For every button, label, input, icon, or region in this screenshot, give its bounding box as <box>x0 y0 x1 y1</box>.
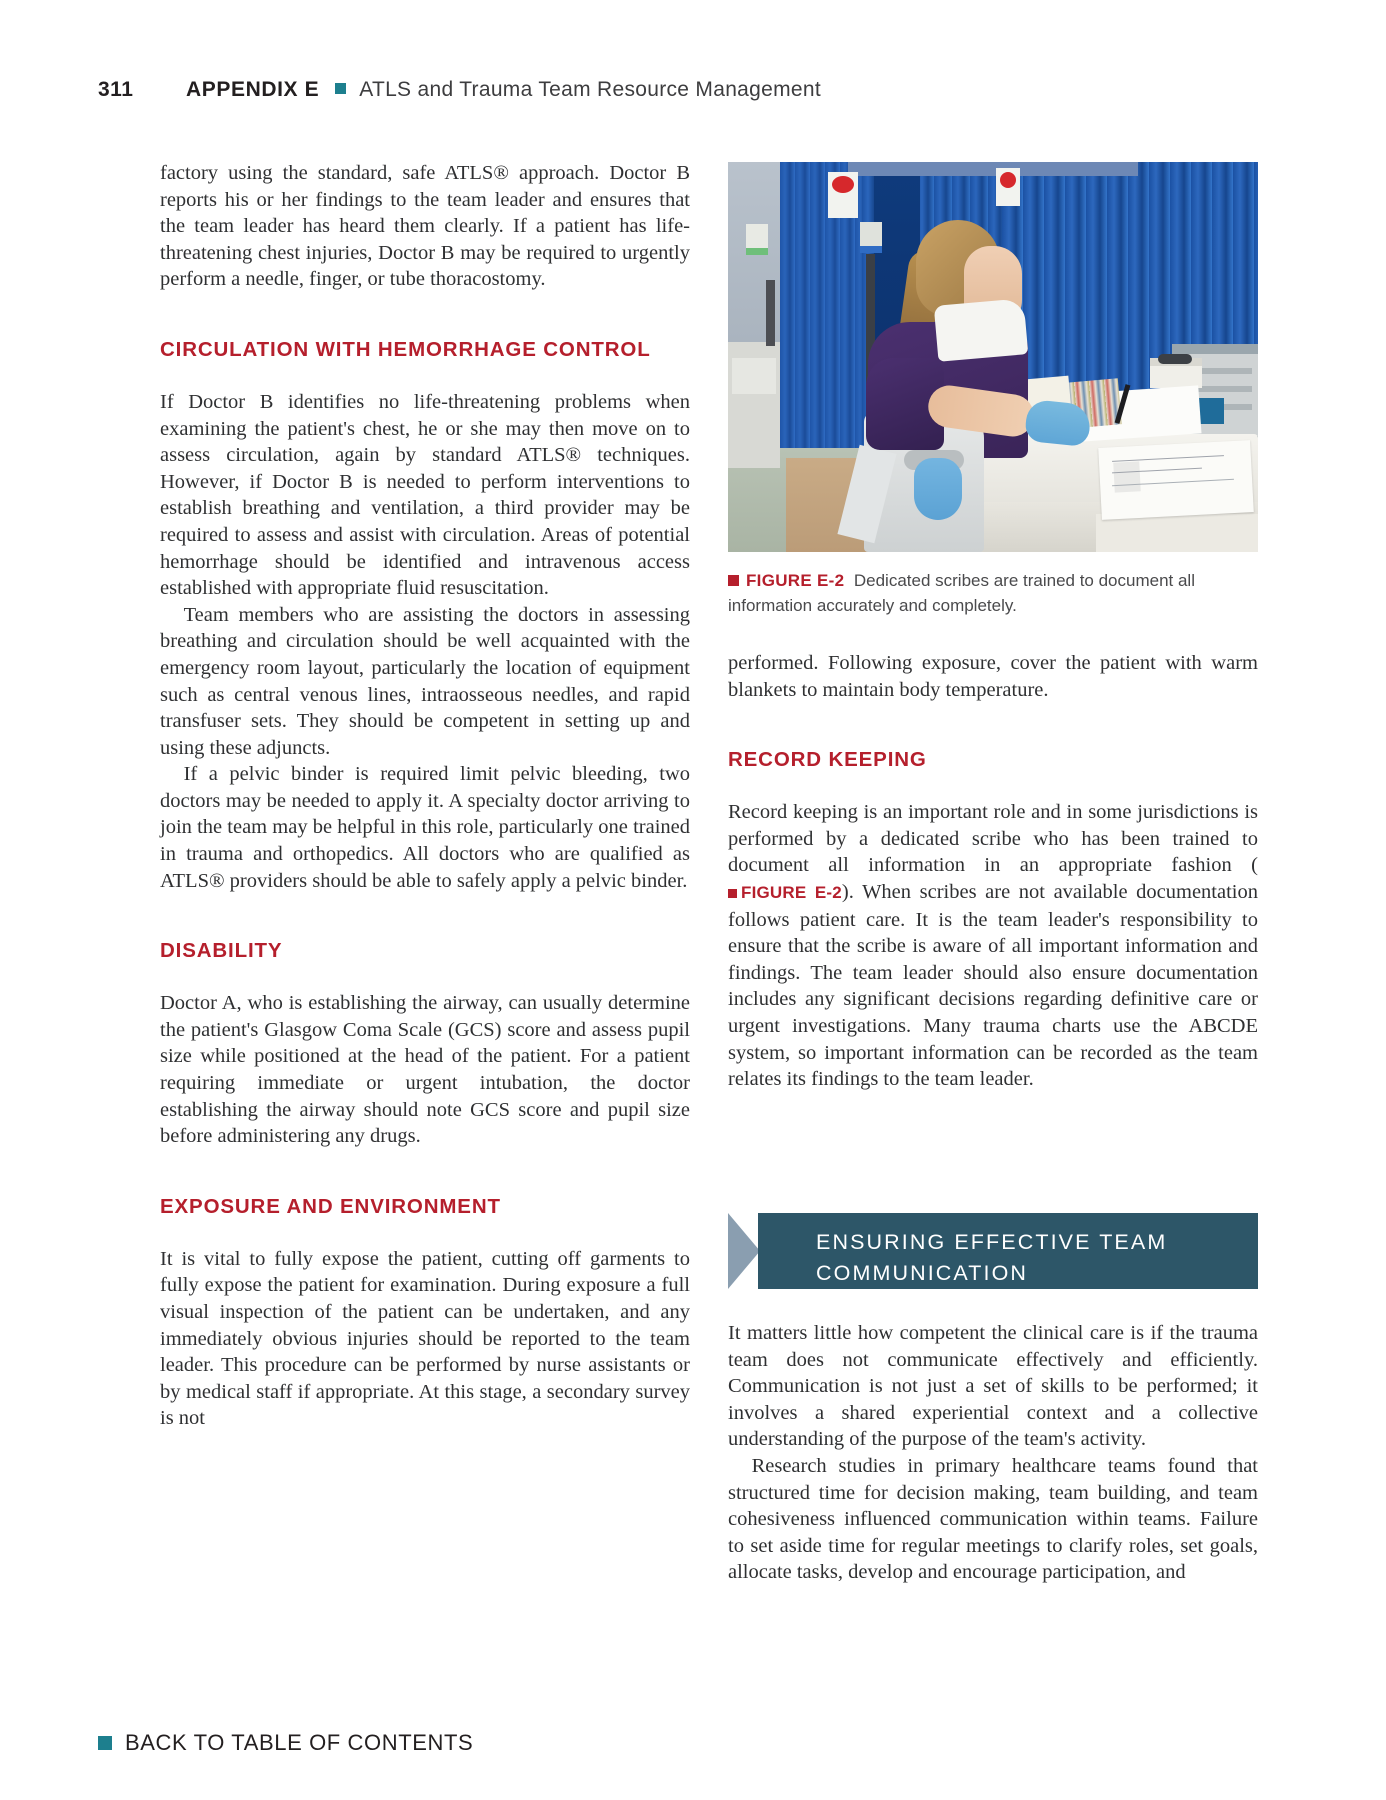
page-number: 311 <box>98 78 134 101</box>
paragraph-continued-right: performed. Following exposure, cover the patient with warm blankets to maintain body temperature. <box>728 652 1258 701</box>
inline-figure-reference <box>728 883 842 902</box>
spacer <box>160 894 690 938</box>
spacer <box>160 964 690 990</box>
paragraph-exposure: It is vital to fully expose the patient, cutting off garments to fully expose the patient for examination. During exposure a full visual inspection of the patient can be undertaken, and any immediately obvious injuries should be reported to the team leader. This procedure can be performed by nurse assistants or by medical staff if appropriate. At this stage, a secondary survey is not <box>160 1247 690 1430</box>
spacer <box>160 1150 690 1194</box>
spacer <box>160 293 690 337</box>
running-head <box>98 78 1288 112</box>
square-bullet-icon <box>335 83 346 94</box>
figure-e-2 <box>728 162 1258 618</box>
running-head-title: ATLS and Trauma Team Resource Management <box>359 78 821 101</box>
spacer <box>728 703 1258 747</box>
section-banner-ensuring-effective-team-communication <box>728 1213 1258 1289</box>
paragraph-circulation-2: Team members who are assisting the doctors in assessing breathing and circulation should be well acquainted with the emergency room layout, particularly the location of equipment such as central venous lines, intraosseous needles, and rapid transfuser sets. They should be competent in setting up and using these adjuncts. <box>160 603 690 759</box>
square-bullet-icon <box>728 575 739 586</box>
paragraph-communication-2: Research studies in primary healthcare teams found that structured time for decision making, team building, and team cohesiveness influenced communication within teams. Failure to set aside time for regular meetings to clarify roles, set goals, allocate tasks, develop and encourage participation, and <box>728 1454 1258 1584</box>
spacer <box>728 773 1258 799</box>
paragraph-communication-1: It matters little how competent the clinical care is if the trauma team does not communicate effectively and efficiently. Communication is not just a set of skills to be performed; it involves a shared experiential context and a collective understanding of the purpose of the team's activity. <box>728 1322 1258 1451</box>
heading-record-keeping: RECORD KEEPING <box>728 748 927 772</box>
figure-label: FIGURE E-2 <box>746 571 845 590</box>
left-column <box>160 160 690 1432</box>
record-text-b: ). When scribes are not available documentation follows patient care. It is the team leader's responsibility to ensure that the scribe is aware of all important information and findings. The team leader should also ensure documentation includes any significant decisions regarding definitive care or urgent investigations. Many trauma charts use the ABCDE system, so important information can be recorded as the team relates its findings to the team leader. <box>728 880 1258 1091</box>
square-bullet-icon <box>98 1736 112 1750</box>
paragraph-circulation-1: If Doctor B identifies no life-threatening problems when examining the patient's chest, he or she may then move on to assess circulation, again by standard ATLS® techniques. However, if Doctor B is needed to perform interventions to establish breathing and ventilation, a third provider may be required to assess and assist with circulation. Areas of potential hemorrhage should be identified and intravenous access established with appropriate fluid resuscitation. <box>160 390 690 600</box>
running-head-appendix: APPENDIX E <box>186 78 320 101</box>
heading-disability: DISABILITY <box>160 939 283 963</box>
chevron-right-icon <box>728 1213 760 1289</box>
paragraph-circulation-3: If a pelvic binder is required limit pelvic bleeding, two doctors may be needed to apply it. A specialty doctor arriving to join the team may be helpful in this role, particularly one trained in trauma and orthopedics. All doctors who are qualified as ATLS® providers should be able to safely apply a pelvic binder. <box>160 763 690 892</box>
banner-heading: ENSURING EFFECTIVE TEAM COMMUNICATION <box>816 1230 1168 1285</box>
square-bullet-icon <box>728 889 737 898</box>
back-to-table-of-contents-link[interactable] <box>98 1730 473 1756</box>
heading-exposure-and-environment: EXPOSURE AND ENVIRONMENT <box>160 1194 501 1218</box>
inline-figure-label: FIGURE E-2 <box>741 882 842 902</box>
paragraph-disability: Doctor A, who is establishing the airway, can usually determine the patient's Glasgow Coma Scale (GCS) score and assess pupil size while positioned at the head of the patient. For a patient requiring immediate or urgent intubation, the doctor establishing the airway should note GCS score and pupil size before administering any drugs. <box>160 992 690 1148</box>
paragraph-continued-left: factory using the standard, safe ATLS® approach. Doctor B reports his or her findings to the team leader and ensures that the team leader has heard them clearly. If a patient has life-threatening chest injuries, Doctor B may be required to urgently perform a needle, finger, or tube thoracostomy. <box>160 162 690 291</box>
paragraph-record-keeping <box>728 799 1258 1093</box>
heading-circulation-with-hemorrhage-control: CIRCULATION WITH HEMORRHAGE CONTROL <box>160 337 651 361</box>
figure-photo <box>728 162 1258 552</box>
record-text-a: Record keeping is an important role and in some jurisdictions is performed by a dedicated scribe who has been trained to document all information in an appropriate fashion ( <box>728 801 1258 877</box>
figure-caption-text: Dedicated scribes are trained to document all information accurately and completely. <box>728 571 1195 615</box>
right-column <box>728 650 1258 1093</box>
right-column-continued <box>728 1320 1258 1586</box>
spacer <box>160 363 690 389</box>
spacer <box>160 1220 690 1246</box>
figure-caption <box>728 568 1258 618</box>
footer-label: BACK TO TABLE OF CONTENTS <box>125 1730 474 1755</box>
